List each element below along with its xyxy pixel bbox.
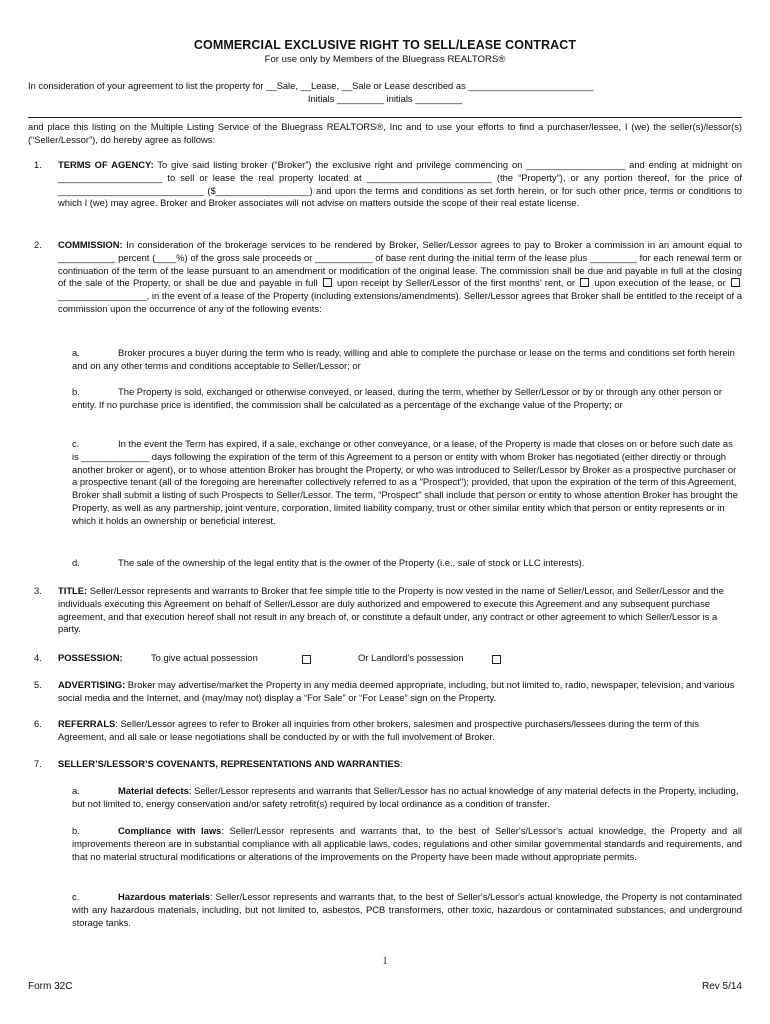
section-1-heading: TERMS OF AGENCY: <box>58 159 154 170</box>
section-5-text: Broker may advertise/market the Property in any media deemed appropriate, including, but not limited to, radio, newspaper, television, and various social media and the Internet, and (may/may not) display a “For Sale” or “For Lease” sign on the Property. <box>58 679 735 703</box>
section-1-text: To give said listing broker (“Broker”) the exclusive right and privilege commencing on ___________________ and ending at midnight on ____________________ to sell or lease the real property located at ________________________ (the “Property”), or any portion thereof, for the price of ____________________________ ($__________________) and upon the terms and conditions as set forth herein, or for such other price, terms or conditions to which I (we) may agree. Broker and Broker associates will not advise on matters outside the scope of their real estate license. <box>58 159 742 209</box>
section-7c-body: : Seller/Lessor represents and warrants that, to the best of Seller's/Lessor's actual knowledge, the Property is not contaminated with any hazardous materials, including, but not limited to, asbestos, PCB transformers, other toxic, hazardous or contaminated substances, and underground storage tanks. <box>72 891 742 928</box>
description-blank-line <box>28 117 742 118</box>
section-2c-label: c. <box>72 438 80 449</box>
section-7-covenants <box>58 758 742 771</box>
section-7b-text <box>72 825 742 863</box>
section-4-heading: POSSESSION: <box>58 652 123 663</box>
section-4-number: 4. <box>34 652 42 663</box>
possession-option-landlord: Or Landlord’s possession <box>358 652 464 663</box>
section-3-text: Seller/Lessor represents and warrants to Broker that fee simple title to the Property is now vested in the name of Seller/Lessor, and Seller/Lessor and the individuals executing this Agreement on behalf of Seller/Lessor are duly authorized and empowered to execute this Agreement and any subsequent purchase agreement, and that execution hereof shall not result in any breach of, or constitute a default under, any contract or other agreement to which Seller/Lessor is a party. <box>58 585 724 635</box>
section-7b-heading: Compliance with laws <box>118 825 222 836</box>
section-3-number: 3. <box>34 585 42 596</box>
revision-date: Rev 5/14 <box>701 981 742 992</box>
intro-line: In consideration of your agreement to list the property for __Sale, __Lease, __Sale or Lease described as ________________________ <box>28 80 594 91</box>
rent-receipt-checkbox[interactable] <box>323 278 332 287</box>
section-7a-label: a. <box>72 785 80 796</box>
section-7b-body: : Seller/Lessor represents and warrants that, to the best of Seller's/Lessor's actual knowledge, the Property and all improvements thereon are in substantial compliance with all applicable laws, codes, regulations and other similar governmental standards and requirements, and that no material structural modifications or alterations of the improvements on the Property have been made without appropriate permits. <box>72 825 742 862</box>
other-payment-checkbox[interactable] <box>731 278 740 287</box>
section-6-referrals <box>58 718 742 744</box>
section-2-text-a: In consideration of the brokerage services to be rendered by Broker, Seller/Lessor agrees to pay to Broker a commission in an amount equal to ___________ percent (____%) of the gross sale proceeds or ___________ of base rent during the initial term of the lease plus _________ for each renewal term or continuation of the term of the lease pursuant to an amendment or modification of the original lease. The commission shall be due and payable in full at the closing of the sale of the Property, or shall be due and payable in full <box>58 239 742 289</box>
section-2-text-c: upon execution of the lease, or <box>594 277 726 289</box>
section-4-possession <box>58 652 748 665</box>
section-2-text-b: upon receipt by Seller/Lessor of the first months’ rent, or <box>336 277 576 289</box>
initials-line: Initials _________ initials _________ <box>307 93 463 104</box>
section-2a-text: Broker procures a buyer during the term who is ready, willing and able to complete the purchase or lease on the terms and conditions set forth herein and on any other terms and conditions acceptable to Seller/Lessor; or <box>72 347 735 371</box>
section-2b-text: The Property is sold, exchanged or otherwise conveyed, or leased, during the term, whether by Seller/Lessor or by or through any other person or entity. If no purchase price is identified, the commission shall be calculated as a percentage of the exchange value of the Property; or <box>72 386 722 410</box>
section-2-number: 2. <box>34 239 42 250</box>
section-7-colon: : <box>400 758 403 769</box>
section-6-number: 6. <box>34 718 42 729</box>
form-number: Form 32C <box>28 981 73 992</box>
page-number: 1 <box>382 956 388 967</box>
section-6-heading: REFERRALS <box>58 718 116 729</box>
section-2c-text: In the event the Term has expired, if a sale, exchange or other conveyance, or a lease, of the Property is made that closes on or before such date as is _____________ days following the expiration of the term of this Agreement to a person or entity with whom Broker has negotiated (either directly or through another broker or agent), or to whose attention Broker has brought the Property, or who was introduced to Seller/Lessor by Broker as a prospective purchaser or a prospective tenant (all of the foregoing are hereinafter collectively referred to as a "Prospect"); provided, that upon the expiration of the term of this Agreement, Broker shall submit a listing of such Prospects to Seller/Lessor. The term, “Prospect" shall include that person or entity to whose attention Broker has brought the Property, as well as any partnership, joint venture, corporation, limited liability company, trust or other similar entity which that person or entity represents or in which it holds an ownership or beneficial interest. <box>72 438 738 526</box>
section-5-number: 5. <box>34 679 42 690</box>
section-1-terms-of-agency <box>58 159 742 210</box>
section-2-text-d: _________________, in the event of a lease of the Property (including extensions/amendments). Seller/Lessor agrees that Broker shall be entitled to the receipt of a commission upon the occurrence of any of the following events: <box>58 290 742 314</box>
section-2a-label: a. <box>72 347 80 358</box>
section-5-advertising <box>58 679 742 705</box>
section-3-heading: TITLE: <box>58 585 88 596</box>
landlord-possession-checkbox[interactable] <box>492 655 501 664</box>
section-7a-text <box>72 785 742 811</box>
section-7-number: 7. <box>34 758 42 769</box>
section-2d-text: The sale of the ownership of the legal entity that is the owner of the Property (i.e., sale of stock or LLC interests). <box>118 557 585 568</box>
section-2b-label: b. <box>72 386 80 397</box>
section-7a-body: : Seller/Lessor represents and warrants that Seller/Lessor has no actual knowledge of any material defects in the Property, including, but not limited to, energy conservation and/or safety retrofit(s) required by local ordinance as a condition of transfer. <box>72 785 739 809</box>
lease-execution-checkbox[interactable] <box>580 278 589 287</box>
actual-possession-checkbox[interactable] <box>302 655 311 664</box>
section-7b-label: b. <box>72 825 80 836</box>
section-7c-text <box>72 891 742 929</box>
section-2d-label: d. <box>72 557 80 568</box>
section-7c-heading: Hazardous materials <box>118 891 211 902</box>
section-6-text: : Seller/Lessor agrees to refer to Broker all inquiries from other brokers, salesmen and prospective purchasers/lessees during the term of this Agreement, and all sale or lease negotiations shall be conducted by or with the full involvement of Broker. <box>58 718 699 742</box>
section-5-heading: ADVERTISING: <box>58 679 126 690</box>
section-2-heading: COMMISSION: <box>58 239 123 250</box>
section-1-number: 1. <box>34 159 42 170</box>
section-3-title <box>58 585 742 636</box>
possession-option-actual: To give actual possession <box>151 652 258 663</box>
intro-agreement-text: and place this listing on the Multiple Listing Service of the Bluegrass REALTORS®, Inc and to use your efforts to find a purchaser/lessee, I (we) the seller(s)/lessor(s) (“Seller/Lessor”), do hereby agree as follows: <box>28 121 742 145</box>
document-title: COMMERCIAL EXCLUSIVE RIGHT TO SELL/LEASE CONTRACT <box>193 38 577 52</box>
section-2-commission <box>58 239 742 316</box>
section-7a-heading: Material defects <box>118 785 189 796</box>
document-subtitle: For use only by Members of the Bluegrass REALTORS® <box>264 54 506 65</box>
section-7c-label: c. <box>72 891 80 902</box>
section-7-heading: SELLER’S/LESSOR’S COVENANTS, REPRESENTATIONS AND WARRANTIES <box>58 758 401 769</box>
